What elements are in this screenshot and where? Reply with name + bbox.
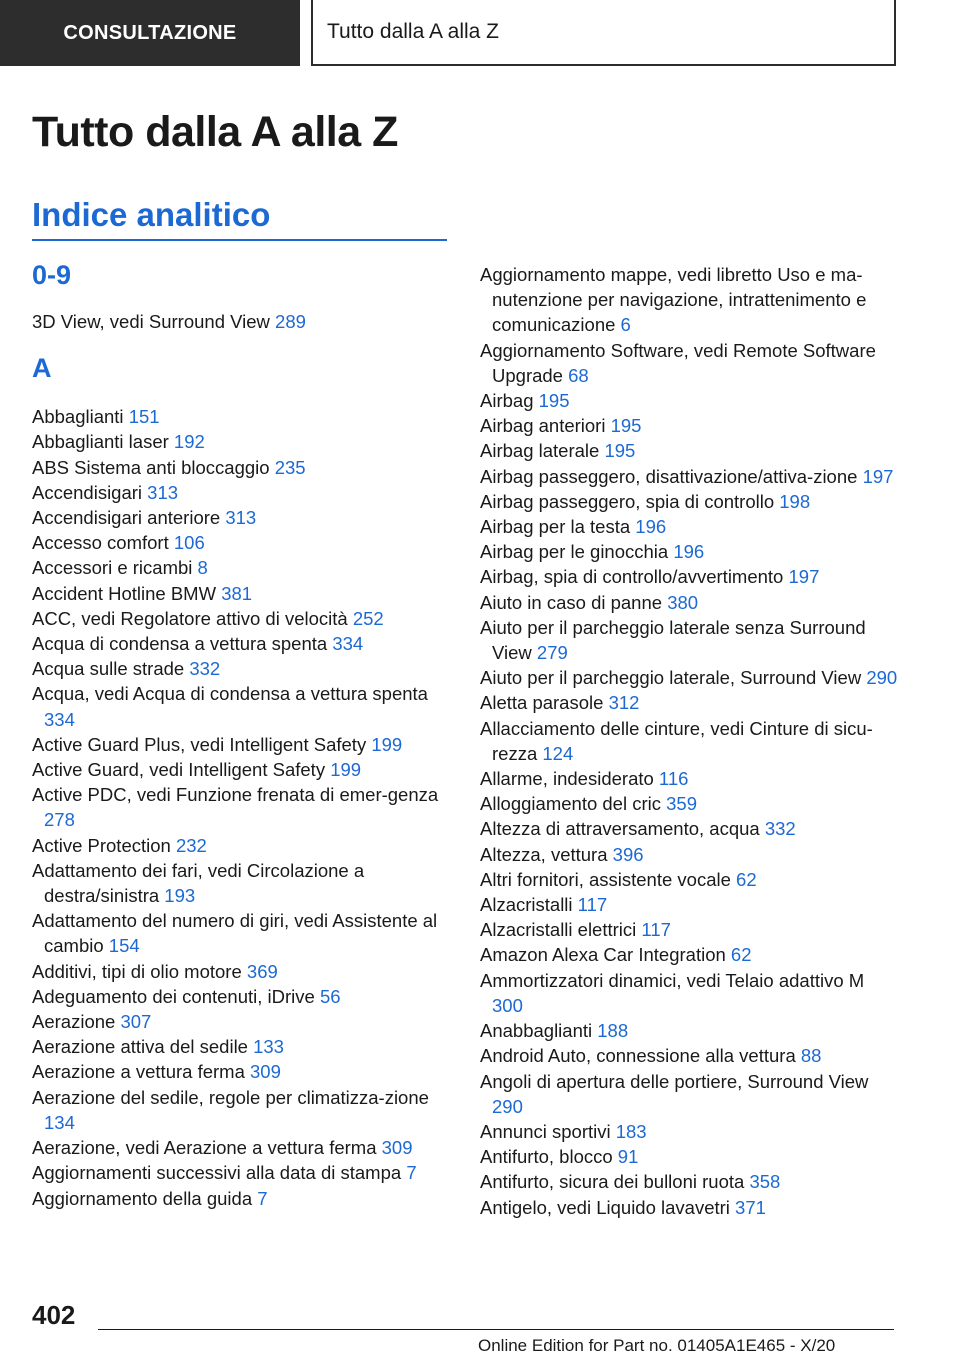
page-link[interactable]: 369 xyxy=(246,960,278,982)
index-entry xyxy=(32,858,447,908)
entry-text: Aiuto per il parcheggio laterale senza Surround View xyxy=(480,616,866,664)
header-chapter-tab[interactable] xyxy=(311,0,896,66)
index-entry xyxy=(480,489,900,514)
entry-text: Additivi, tipi di olio motore xyxy=(32,960,242,982)
page-link[interactable]: 192 xyxy=(173,431,205,453)
entry-text: Active Guard, vedi Intelligent Safety xyxy=(32,759,326,781)
index-entry xyxy=(480,917,900,942)
index-entry xyxy=(32,1009,447,1034)
index-entry xyxy=(480,766,900,791)
index-entry xyxy=(32,404,447,429)
index-entry xyxy=(480,1043,900,1068)
entry-text: Airbag xyxy=(480,390,534,412)
index-entry xyxy=(480,942,900,967)
page-link[interactable]: 334 xyxy=(332,633,364,655)
index-entry xyxy=(480,1018,900,1043)
entry-text: Active Guard Plus, vedi Intelligent Safety xyxy=(32,733,367,755)
index-entry xyxy=(480,816,900,841)
entry-text: Antifurto, sicura dei bulloni ruota xyxy=(480,1171,745,1193)
entry-text: Adeguamento dei contenuti, iDrive xyxy=(32,985,315,1007)
page-link[interactable]: 252 xyxy=(352,607,384,629)
index-entry xyxy=(32,782,447,832)
entry-text: Accessori e ricambi xyxy=(32,557,193,579)
index-entry xyxy=(480,791,900,816)
index-entry xyxy=(32,581,447,606)
index-entry xyxy=(32,1085,447,1135)
footer-divider xyxy=(98,1329,894,1330)
letter-heading: A xyxy=(32,353,52,384)
page-number: 402 xyxy=(32,1300,76,1330)
page-link[interactable]: 289 xyxy=(275,311,306,332)
index-entry xyxy=(480,413,900,438)
index-entry xyxy=(32,681,447,731)
footer-edition-text: Online Edition for Part no. 01405A1E465 - X/20 xyxy=(478,1336,836,1355)
index-entry xyxy=(480,716,900,766)
index-entry xyxy=(32,984,447,1009)
index-entry xyxy=(32,480,447,505)
page-link[interactable]: 313 xyxy=(147,481,179,503)
page-link[interactable]: 7 xyxy=(406,1162,417,1184)
entry-text: 3D View, vedi Surround View xyxy=(32,311,270,332)
entry-text: Accendisigari anteriore xyxy=(32,507,221,529)
page-link[interactable]: 380 xyxy=(667,591,699,613)
page-link[interactable]: 309 xyxy=(250,1061,281,1083)
page-link[interactable]: 312 xyxy=(608,692,640,714)
index-entry xyxy=(480,1069,900,1119)
index-entry xyxy=(480,338,900,388)
page-link[interactable]: 151 xyxy=(128,406,160,428)
entry-text: Accesso comfort xyxy=(32,532,169,554)
page-link[interactable]: 359 xyxy=(666,793,697,815)
header-chapter-label: Tutto dalla A alla Z xyxy=(327,20,499,43)
entry-text: Android Auto, connessione alla vettura xyxy=(480,1045,796,1067)
entry-text: Aerazione attiva del sedile xyxy=(32,1036,248,1058)
index-entry xyxy=(32,1059,447,1084)
page-title: Tutto dalla A alla Z xyxy=(32,108,398,156)
index-entry xyxy=(480,388,900,413)
index-column-left xyxy=(32,257,447,1211)
index-entry xyxy=(32,656,447,681)
page-link[interactable]: 197 xyxy=(788,566,820,588)
index-entry xyxy=(480,539,900,564)
page-link[interactable]: 290 xyxy=(492,1095,523,1117)
index-entry xyxy=(480,867,900,892)
page-link[interactable]: 235 xyxy=(274,456,306,478)
entry-text: Aggiornamento Software, vedi Remote Software Upgrade xyxy=(480,339,876,386)
entry-text: Aggiornamenti successivi alla data di stampa xyxy=(32,1162,402,1184)
page-link[interactable]: 133 xyxy=(253,1036,284,1058)
index-entry xyxy=(32,555,447,580)
entry-text: Amazon Alexa Car Integration xyxy=(480,944,726,966)
header-section-label: CONSULTAZIONE xyxy=(63,21,237,44)
entry-text: Ammortizzatori dinamici, vedi Telaio adattivo M xyxy=(480,969,865,991)
index-entry xyxy=(480,1144,900,1169)
entry-text: Acqua, vedi Acqua di condensa a vettura spenta xyxy=(32,683,428,705)
page-link[interactable]: 91 xyxy=(617,1146,639,1168)
page-link[interactable]: 313 xyxy=(225,507,257,529)
page-link[interactable]: 332 xyxy=(189,658,221,680)
index-entry xyxy=(480,665,900,690)
index-entry xyxy=(480,590,900,615)
entry-text: Antigelo, vedi Liquido lavavetri xyxy=(480,1196,730,1218)
page-link[interactable]: 334 xyxy=(44,708,75,730)
page-link[interactable]: 358 xyxy=(749,1171,781,1193)
entry-text: Airbag laterale xyxy=(480,440,600,462)
entry-text: ABS Sistema anti bloccaggio xyxy=(32,456,270,478)
page-link[interactable]: 134 xyxy=(44,1111,75,1133)
page-link[interactable]: 300 xyxy=(492,994,523,1016)
page-link[interactable]: 381 xyxy=(221,582,253,604)
entry-text: Adattamento dei fari, vedi Circolazione a destra/sinistra xyxy=(32,859,365,907)
page-link[interactable]: 396 xyxy=(612,843,644,865)
page-link[interactable]: 106 xyxy=(173,532,205,554)
page-link[interactable]: 154 xyxy=(108,935,140,957)
entry-text: Airbag passeggero, spia di controllo xyxy=(480,490,775,512)
entry-text: Alzacristalli elettrici xyxy=(480,919,637,941)
entry-text: Abbaglianti laser xyxy=(32,431,169,453)
index-entry xyxy=(32,1160,447,1185)
index-entry xyxy=(32,530,447,555)
entry-text: Aletta parasole xyxy=(480,692,604,714)
entry-text: Aerazione del sedile, regole per climatizza-zione xyxy=(32,1086,429,1108)
index-entry xyxy=(32,757,447,782)
letter-heading: 0-9 xyxy=(32,260,72,290)
page-link[interactable]: 188 xyxy=(597,1020,629,1042)
page-link[interactable]: 198 xyxy=(779,490,811,512)
entry-text: Alloggiamento del cric xyxy=(480,793,661,815)
page-link[interactable]: 62 xyxy=(736,868,757,890)
page-link[interactable]: 196 xyxy=(635,516,667,538)
index-entry xyxy=(32,631,447,656)
page-link[interactable]: 195 xyxy=(604,440,636,462)
entry-text: Anabbaglianti xyxy=(480,1020,593,1042)
index-entry xyxy=(32,833,447,858)
entry-text: Altezza, vettura xyxy=(480,843,608,865)
index-entry xyxy=(32,1186,447,1211)
entry-text: Aggiornamento della guida xyxy=(32,1187,253,1209)
entry-text: Aiuto in caso di panne xyxy=(480,591,663,613)
entry-text: Adattamento del numero di giri, vedi Assistente al cambio xyxy=(32,910,438,957)
entry-text: Antifurto, blocco xyxy=(480,1146,613,1168)
entry-text: Annunci sportivi xyxy=(480,1120,611,1142)
page-link[interactable]: 6 xyxy=(620,314,631,336)
page-link[interactable]: 197 xyxy=(862,465,894,487)
index-entry xyxy=(480,968,900,1018)
entry-text: Allacciamento delle cinture, vedi Cinture di sicu-rezza xyxy=(480,717,873,764)
page-link[interactable]: 68 xyxy=(568,364,589,386)
index-entry xyxy=(32,309,447,334)
page-link[interactable]: 309 xyxy=(381,1137,413,1159)
page-link[interactable]: 62 xyxy=(730,944,752,966)
page-link[interactable]: 8 xyxy=(197,557,208,579)
entry-text: Airbag passeggero, disattivazione/attiva-zione xyxy=(480,465,858,487)
entry-text: Airbag anteriori xyxy=(480,415,606,437)
entry-text: Acqua di condensa a vettura spenta xyxy=(32,633,328,655)
section-title: Indice analitico xyxy=(32,196,271,233)
index-entry xyxy=(480,1119,900,1144)
page-link[interactable]: 232 xyxy=(175,834,207,856)
index-entry xyxy=(480,615,900,665)
index-entry xyxy=(480,262,900,338)
page-link[interactable]: 195 xyxy=(610,415,642,437)
entry-text: Aerazione xyxy=(32,1011,116,1033)
page-link[interactable]: 193 xyxy=(164,885,196,907)
section-divider xyxy=(32,239,447,241)
page-link[interactable]: 307 xyxy=(120,1011,152,1033)
index-entry xyxy=(480,1169,900,1194)
entry-text: Aerazione a vettura ferma xyxy=(32,1061,245,1083)
page-link[interactable]: 7 xyxy=(257,1187,268,1209)
page-link[interactable]: 117 xyxy=(577,894,608,916)
entry-text: Acqua sulle strade xyxy=(32,658,185,680)
entry-text: Accident Hotline BMW xyxy=(32,582,217,604)
entry-text: Airbag per le ginocchia xyxy=(480,541,669,563)
page-link[interactable]: 195 xyxy=(538,390,570,412)
page-link[interactable]: 116 xyxy=(658,768,689,790)
entry-text: Aiuto per il parcheggio laterale, Surround View xyxy=(480,667,862,689)
page-link[interactable]: 199 xyxy=(330,759,362,781)
entry-text: Altezza di attraversamento, acqua xyxy=(480,818,760,840)
entry-text: Aggiornamento mappe, vedi libretto Uso e ma-nutenzione per navigazione, intrattenimento e comunicazione xyxy=(480,264,867,336)
index-column-right xyxy=(480,262,900,1220)
page-link[interactable]: 88 xyxy=(800,1045,822,1067)
entry-text: Active Protection xyxy=(32,834,171,856)
page-link[interactable]: 290 xyxy=(866,667,898,689)
entry-text: Allarme, indesiderato xyxy=(480,768,654,790)
entry-text: Airbag per la testa xyxy=(480,516,631,538)
index-entry xyxy=(32,1034,447,1059)
index-entry xyxy=(32,455,447,480)
index-entry xyxy=(32,908,447,958)
entry-text: Altri fornitori, assistente vocale xyxy=(480,868,731,890)
page-link[interactable]: 196 xyxy=(673,541,705,563)
entry-text: Active PDC, vedi Funzione frenata di emer-genza xyxy=(32,784,439,806)
entry-text: Aerazione, vedi Aerazione a vettura ferma xyxy=(32,1137,377,1159)
page-link[interactable]: 279 xyxy=(536,642,568,664)
index-entry xyxy=(480,842,900,867)
index-entry xyxy=(32,1135,447,1160)
entry-text: Airbag, spia di controllo/avvertimento xyxy=(480,566,784,588)
index-entry xyxy=(480,564,900,589)
page-link[interactable]: 183 xyxy=(615,1120,647,1142)
entry-text: Abbaglianti xyxy=(32,406,124,428)
index-entry xyxy=(480,892,900,917)
index-entry xyxy=(480,514,900,539)
index-entry xyxy=(32,732,447,757)
page-link[interactable]: 332 xyxy=(764,818,796,840)
page-link[interactable]: 371 xyxy=(735,1196,766,1218)
entry-text: Angoli di apertura delle portiere, Surround View xyxy=(480,1070,869,1092)
index-entry xyxy=(480,438,900,463)
index-entry xyxy=(32,429,447,454)
header-section-tab[interactable] xyxy=(0,0,300,66)
page-link[interactable]: 278 xyxy=(44,809,75,831)
page-link[interactable]: 124 xyxy=(542,742,574,764)
page-link[interactable]: 117 xyxy=(641,919,671,941)
index-entry xyxy=(32,505,447,530)
entry-text: Accendisigari xyxy=(32,481,143,503)
index-entry xyxy=(480,1195,900,1220)
index-entry xyxy=(32,959,447,984)
page-link[interactable]: 56 xyxy=(319,985,341,1007)
index-entry xyxy=(480,464,900,489)
page-link[interactable]: 199 xyxy=(371,733,403,755)
index-entry xyxy=(32,606,447,631)
index-entry xyxy=(480,690,900,715)
entry-text: Alzacristalli xyxy=(480,894,573,916)
entry-text: ACC, vedi Regolatore attivo di velocità xyxy=(32,607,348,629)
